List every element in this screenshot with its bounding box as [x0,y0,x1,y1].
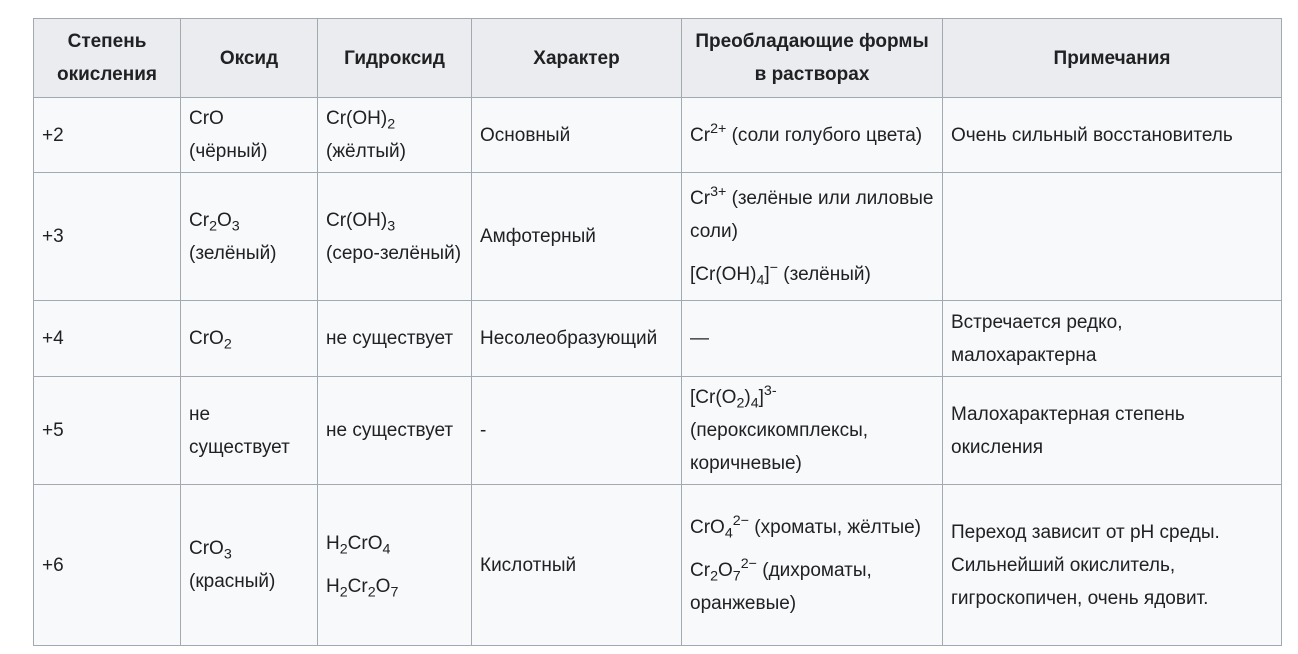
hydroxide-chromic-acid: $H_2CrO_4$ [326,533,391,558]
header-oxide: Оксид [181,19,318,98]
oxide-color: (чёрный) [189,141,268,162]
hydroxide-color: (жёлтый) [326,141,406,162]
cell-character: Основный [472,98,682,173]
cell-state: +2 [34,98,181,173]
table-row [34,377,1282,485]
hydroxide-formula: $Cr(OH)_2$ [326,108,396,133]
chromium-oxidation-table [33,18,1282,646]
oxide-formula: CrO [189,108,224,129]
table-container [33,18,1282,646]
cell-oxide [181,485,318,646]
cell-note: Встречается редко, малохарактерна [943,301,1282,377]
cell-note [943,173,1282,301]
form-chromate: CrO$_4^{2-}$ (хроматы, жёлтые) [690,512,921,541]
form-peroxo: $[Cr(O_2)_4]^{3-}$ (пероксикомплексы, коричневые) [690,383,869,474]
hydroxide-formula: $Cr(OH)_3$ [326,209,396,234]
form-ion: $Cr^{2+}$ (соли голубого цвета) [690,120,923,146]
cell-state: +4 [34,301,181,377]
cell-hydroxide [318,173,472,301]
cell-forms [682,98,943,173]
header-oxidation-state: Степень окисления [34,19,181,98]
hydroxide-color: (серо-зелёный) [326,242,462,264]
cell-oxide: не существует [181,377,318,485]
cell-character: Несолеобразующий [472,301,682,377]
cell-hydroxide [318,485,472,646]
header-forms: Преобладающие формы в растворах [682,19,943,98]
table-row [34,301,1282,377]
form-ion: $Cr^{3+}$ (зелёные или лиловые соли) [690,184,934,242]
cell-forms [682,377,943,485]
cell-forms [682,173,943,301]
cell-character: - [472,377,682,485]
oxide-formula: CrO$_2$ [189,328,232,353]
table-row [34,173,1282,301]
cell-forms [682,485,943,646]
header-character: Характер [472,19,682,98]
cell-character: Кислотный [472,485,682,646]
oxide-color: (красный) [189,571,276,592]
cell-state: +6 [34,485,181,646]
cell-oxide [181,98,318,173]
cell-note: Малохарактерная степень окисления [943,377,1282,485]
header-notes: Примечания [943,19,1282,98]
cell-character: Амфотерный [472,173,682,301]
table-row [34,485,1282,646]
cell-hydroxide: не существует [318,301,472,377]
cell-state: +3 [34,173,181,301]
oxide-formula: CrO$_3$ [189,538,232,563]
cell-forms: — [682,301,943,377]
cell-oxide [181,173,318,301]
cell-hydroxide: не существует [318,377,472,485]
cell-hydroxide [318,98,472,173]
cell-note: Переход зависит от pH среды. Сильнейший окислитель, гигроскопичен, очень ядовит. [943,485,1282,646]
form-dichromate: $Cr_2O_7^{2-}$ (дихроматы, оранжевые) [690,555,872,614]
cell-note: Очень сильный восстановитель [943,98,1282,173]
cell-oxide [181,301,318,377]
oxide-color: (зелёный) [189,242,277,264]
header-row [34,19,1282,98]
hydroxide-dichromic-acid: $H_2Cr_2O_7$ [326,576,399,601]
cell-state: +5 [34,377,181,485]
oxide-formula: $Cr_2O_3$ [189,209,240,234]
header-hydroxide: Гидроксид [318,19,472,98]
form-complex: $[Cr(OH)_4]^-$ (зелёный) [690,260,871,289]
table-row [34,98,1282,173]
